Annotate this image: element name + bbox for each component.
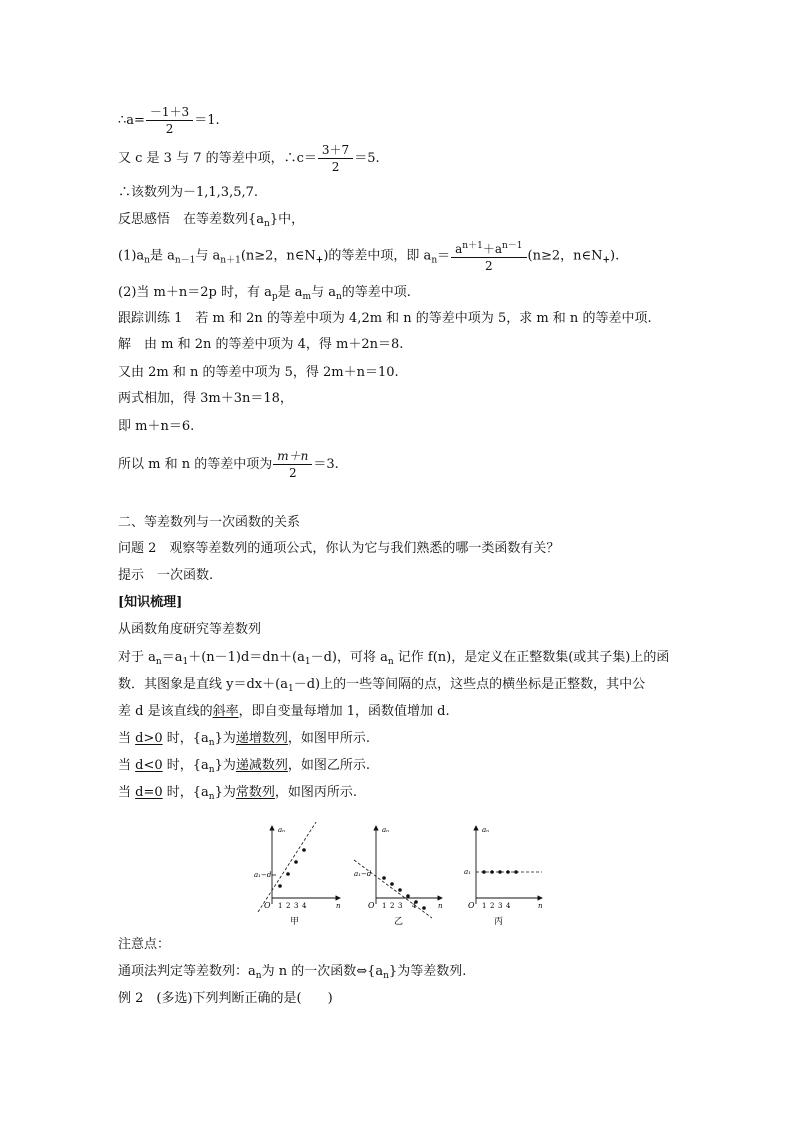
tick-label: 2	[286, 902, 291, 910]
text: 记作 f(n)，是定义在正整数集(或其子集)上的函	[393, 650, 670, 665]
point	[286, 872, 290, 876]
case-constant	[118, 784, 357, 806]
fraction	[451, 238, 526, 274]
graph-jia	[254, 822, 341, 927]
subscript: n－1	[174, 255, 196, 266]
caption: 乙	[394, 917, 404, 927]
solution-line-a	[118, 104, 220, 137]
subscript: n	[255, 971, 262, 981]
origin-label: O	[468, 901, 475, 910]
subscript: +	[602, 255, 611, 266]
subscript: n	[208, 765, 215, 775]
graph-bing	[464, 826, 543, 927]
text: 对于 a	[118, 650, 156, 665]
text: 为 n 的一次函数⇔{a	[261, 964, 384, 979]
underlined-term: d=0	[135, 785, 163, 800]
text: ∴a=	[118, 113, 145, 128]
text: (n≥2，n∈N	[527, 248, 603, 264]
point	[422, 906, 426, 910]
underlined-term: d>0	[135, 731, 163, 746]
subscript: n	[264, 219, 270, 229]
subscript: n	[208, 792, 215, 802]
knowledge-title: 从函数角度研究等差数列	[118, 622, 262, 637]
fraction	[273, 448, 312, 481]
text: 时，{a	[162, 731, 209, 746]
subscript: 1	[304, 657, 311, 667]
trend-line	[258, 822, 320, 912]
text: ＝1.	[194, 113, 220, 128]
solution-step-3: 两式相加，得 3m＋3n＝18，	[118, 391, 293, 406]
text: ，如图乙所示.	[287, 758, 371, 773]
text: 当	[118, 785, 136, 800]
question-2: 问题 2 观察等差数列的通项公式，你认为它与我们熟悉的哪一类函数有关？	[118, 541, 560, 556]
text: ＝a	[161, 650, 183, 665]
text: 与 a	[311, 285, 336, 300]
point	[482, 870, 486, 874]
knowledge-para-line-1	[118, 649, 669, 671]
solution-conclusion	[118, 448, 339, 481]
text: －d)上的一些等间隔的点，这些点的横坐标是正整数，其中公	[293, 677, 646, 692]
point	[278, 884, 282, 888]
point	[398, 888, 402, 892]
intercept-label: a₁−d	[254, 871, 272, 879]
graphs-svg	[250, 822, 550, 930]
example-2-prompt: 例 2 (多选)下列判断正确的是( )	[118, 991, 333, 1006]
text: 反思感悟 在等差数列{a	[118, 212, 265, 227]
denominator: 2	[288, 466, 297, 480]
text: ＝5.	[354, 151, 380, 166]
tick-label: 3	[294, 902, 299, 910]
text: ，即自变量每增加 1，函数值增加 d.	[238, 704, 450, 719]
text: }为	[214, 758, 236, 773]
text: ＋a	[482, 242, 502, 256]
graphs-figure	[250, 822, 550, 930]
underlined-term: d<0	[135, 758, 163, 773]
text: }中，	[269, 212, 305, 227]
text: 当	[118, 731, 136, 746]
tick-label: 1	[382, 902, 387, 910]
text: 是 a	[277, 285, 303, 300]
point	[382, 876, 386, 880]
x-label: n	[538, 902, 543, 910]
subscript: n	[208, 738, 215, 748]
origin-label: O	[368, 901, 375, 910]
text: )的等差中项，即 a	[323, 248, 432, 264]
y-label: aₙ	[482, 826, 490, 834]
numerator: m＋n	[273, 448, 312, 465]
text: (2)当 m＋n＝2p 时，有 a	[118, 285, 272, 300]
text: 与 a	[195, 248, 221, 264]
numerator	[451, 238, 526, 258]
point	[490, 870, 494, 874]
underlined-term: 斜率	[212, 704, 239, 719]
solution-step-4: 即 m＋n＝6.	[118, 419, 195, 434]
text: (1)a	[118, 248, 145, 264]
subscript: 1	[182, 657, 189, 667]
subscript: n	[144, 255, 150, 266]
knowledge-para-line-2	[118, 676, 645, 698]
tick-label: 2	[390, 902, 395, 910]
text: a	[455, 242, 463, 256]
tick-label: 3	[398, 902, 403, 910]
reflection-heading	[118, 211, 304, 233]
denominator: 2	[484, 259, 493, 273]
caption: 甲	[290, 917, 300, 927]
point	[498, 870, 502, 874]
origin-label: O	[264, 901, 271, 910]
tick-label: 1	[482, 902, 487, 910]
text: (n≥2，n∈N	[240, 248, 316, 264]
point	[406, 894, 410, 898]
text: －d)，可将 a	[310, 650, 388, 665]
fraction	[318, 142, 353, 175]
tick-label: 4	[302, 902, 307, 910]
case-increasing	[118, 730, 370, 752]
text: ＝	[437, 248, 451, 264]
underlined-term: 常数列	[235, 785, 275, 800]
subscript: n	[155, 657, 162, 667]
text: ，如图甲所示.	[287, 731, 371, 746]
note-content	[118, 963, 466, 985]
x-label: n	[336, 902, 341, 910]
subscript: n	[387, 657, 394, 667]
text: 是 a	[149, 248, 175, 264]
subscript: 1	[287, 684, 294, 694]
solution-line-c	[118, 142, 380, 175]
text: 差 d 是该直线的	[118, 704, 213, 719]
reflection-point-1	[118, 238, 619, 274]
text: }为等差数列.	[388, 964, 467, 979]
case-decreasing	[118, 757, 370, 779]
underlined-term: 递减数列	[235, 758, 288, 773]
intercept-label: a₁	[464, 868, 471, 876]
tick-label: 2	[490, 902, 495, 910]
solution-step-1: 解 由 m 和 2n 的等差中项为 4，得 m＋2n＝8.	[118, 337, 404, 352]
note-heading: 注意点：	[118, 937, 171, 952]
sequence-result: ∴该数列为－1,1,3,5,7.	[118, 185, 259, 200]
exercise-prompt: 跟踪训练 1 若 m 和 2n 的等差中项为 4,2m 和 n 的等差中项为 5，求 m 和 n 的等差中项.	[118, 311, 652, 326]
subscript: +	[315, 255, 324, 266]
hint: 提示 一次函数.	[118, 568, 214, 583]
subscript: p	[271, 292, 278, 302]
text: 时，{a	[162, 758, 209, 773]
text: 时，{a	[162, 785, 209, 800]
text: 又 c 是 3 与 7 的等差中项，∴c＝	[118, 151, 317, 166]
text: 通项法判定等差数列：a	[118, 964, 256, 979]
subscript: n＋1	[220, 255, 241, 266]
numerator: －1＋3	[146, 104, 193, 121]
point	[302, 848, 306, 852]
knowledge-para-line-3	[118, 703, 450, 721]
point	[506, 870, 510, 874]
intercept-label: a₁−d	[354, 870, 372, 878]
text: ＋(n－1)d＝dn＋(a	[188, 650, 305, 665]
text: ＝3.	[313, 457, 339, 472]
tick-label: 4	[506, 902, 511, 910]
subscript: n	[335, 292, 342, 302]
tick-label: 4	[412, 902, 417, 910]
subscript: n	[383, 971, 389, 981]
text: ，如图丙所示.	[274, 785, 358, 800]
point	[294, 860, 298, 864]
tick-label: 1	[278, 902, 283, 910]
point	[514, 870, 518, 874]
superscript: n＋1	[462, 241, 483, 251]
subscript: m	[302, 292, 312, 302]
text: 数．其图象是直线 y＝dx＋(a	[118, 677, 288, 692]
text: 所以 m 和 n 的等差中项为	[118, 457, 273, 472]
text: }为	[214, 785, 236, 800]
fraction	[146, 104, 193, 137]
x-label: n	[438, 902, 443, 910]
denominator: 2	[165, 122, 174, 136]
y-label: aₙ	[278, 826, 286, 834]
superscript: n－1	[501, 241, 523, 251]
tick-label: 3	[498, 902, 503, 910]
text: 当	[118, 758, 136, 773]
text: }为	[214, 731, 236, 746]
denominator: 2	[331, 160, 340, 174]
underlined-term: 递增数列	[235, 731, 288, 746]
solution-step-2: 又由 2m 和 n 的等差中项为 5，得 2m＋n＝10.	[118, 365, 399, 380]
section-heading: 二、等差数列与一次函数的关系	[118, 515, 301, 530]
caption: 丙	[494, 917, 504, 927]
numerator: 3＋7	[318, 142, 353, 159]
reflection-point-2	[118, 284, 411, 306]
point	[390, 882, 394, 886]
graph-yi	[354, 826, 443, 927]
y-label: aₙ	[382, 826, 390, 834]
knowledge-heading: [知识梳理]	[118, 595, 183, 610]
text: 的等差中项.	[341, 285, 411, 300]
text: ).	[610, 248, 620, 264]
subscript: n	[431, 255, 438, 266]
